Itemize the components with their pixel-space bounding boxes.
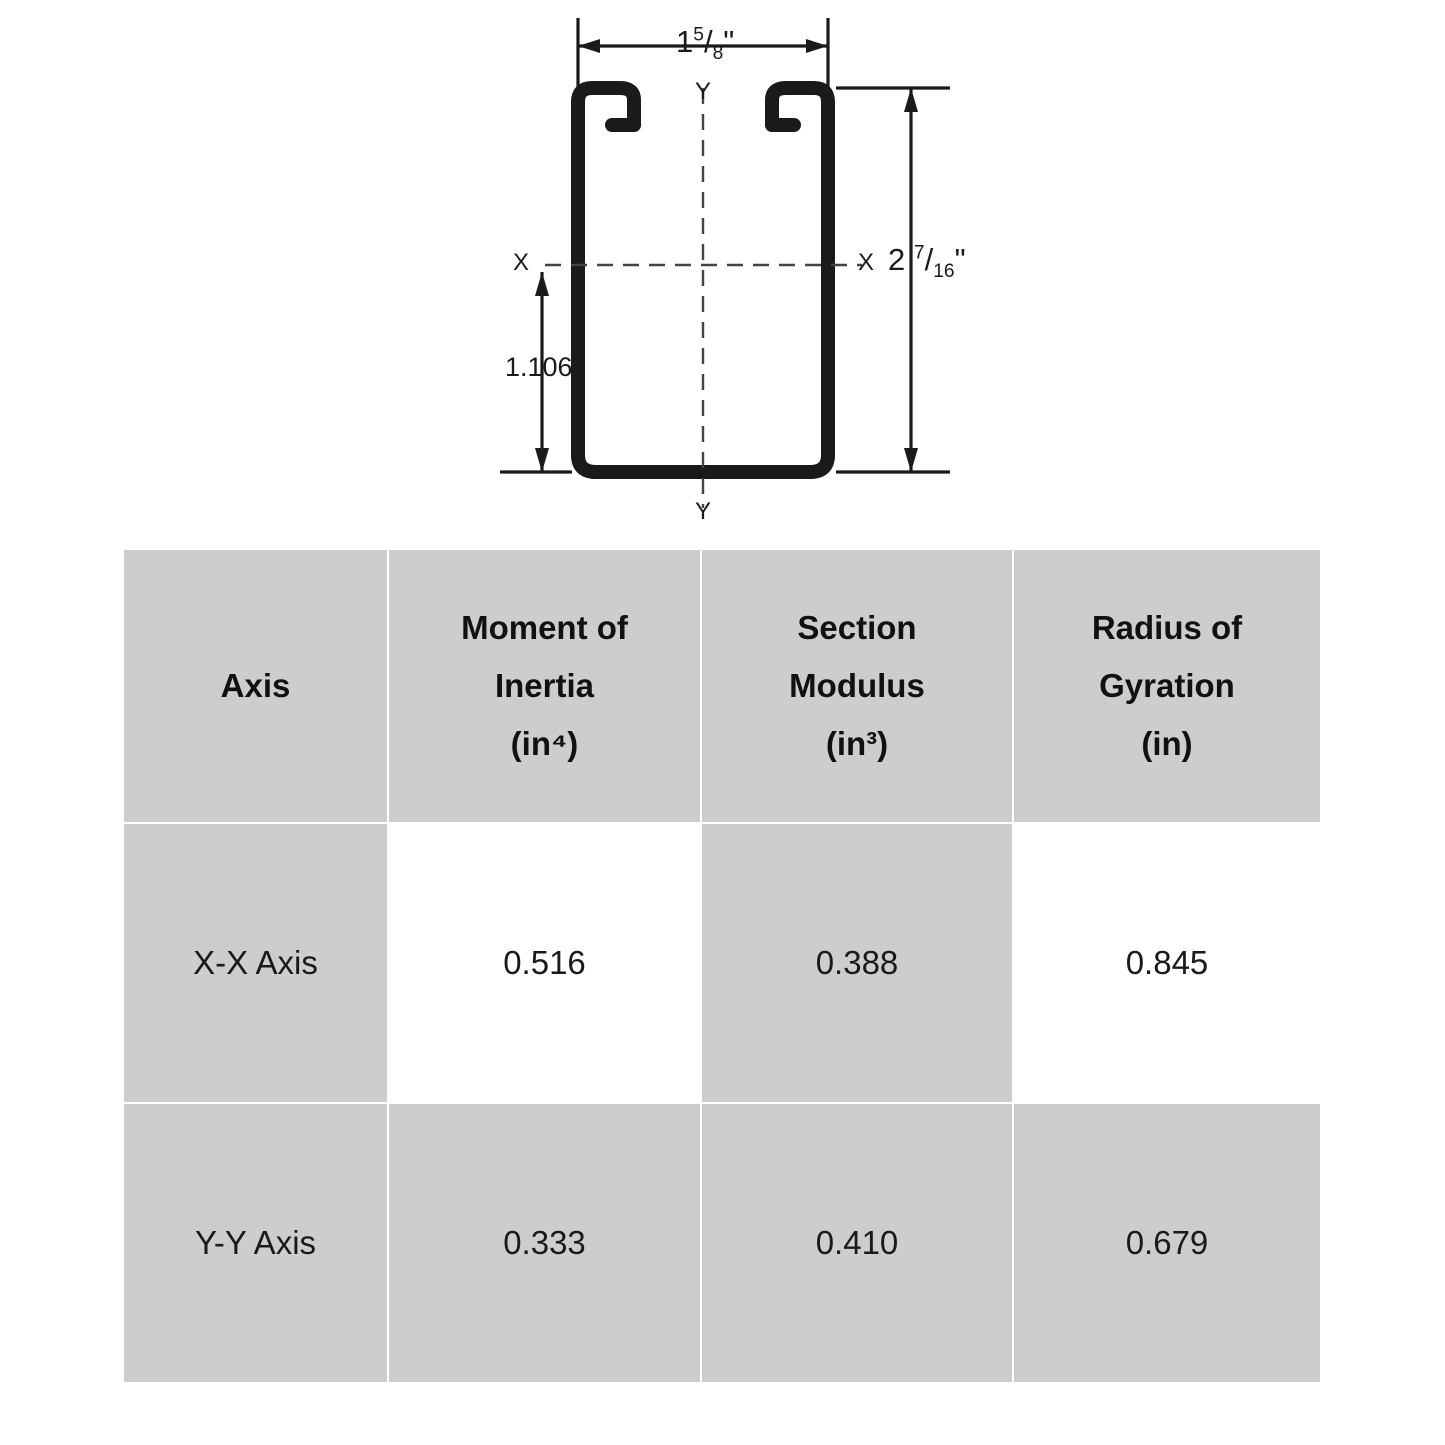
- cross-section-drawing: [0, 0, 1445, 540]
- cell-moment-of-inertia: 0.516: [388, 823, 701, 1103]
- x-axis-label-right: X: [858, 249, 875, 276]
- table-row: [123, 823, 1321, 1103]
- y-axis-label-bottom: Y: [695, 498, 712, 525]
- header-axis: Axis: [123, 549, 388, 823]
- depth-dimension-label: 1.106": [505, 352, 583, 382]
- table-header-row: [123, 549, 1321, 823]
- cell-radius-of-gyration: 0.845: [1013, 823, 1321, 1103]
- cell-section-modulus: 0.388: [701, 823, 1013, 1103]
- cell-section-modulus: 0.410: [701, 1103, 1013, 1383]
- height-dimension-label: 2 $^7/_{16}$": [888, 242, 966, 283]
- table-row: [123, 1103, 1321, 1383]
- center-lines: [545, 88, 862, 508]
- cross-section-diagram: [0, 0, 1445, 540]
- cell-axis-name: Y-Y Axis: [123, 1103, 388, 1383]
- x-axis-label-left: X: [513, 249, 530, 276]
- cell-radius-of-gyration: 0.679: [1013, 1103, 1321, 1383]
- cell-moment-of-inertia: 0.333: [388, 1103, 701, 1383]
- header-radius-of-gyration: Radius of Gyration (in): [1013, 549, 1321, 823]
- y-axis-label-top: Y: [695, 78, 712, 105]
- header-moment-of-inertia: Moment of Inertia (in⁴): [388, 549, 701, 823]
- width-dimension-label: $1^5/_8$": [676, 24, 735, 65]
- cell-axis-name: X-X Axis: [123, 823, 388, 1103]
- header-section-modulus: Section Modulus (in³): [701, 549, 1013, 823]
- section-properties-table: [122, 548, 1322, 1384]
